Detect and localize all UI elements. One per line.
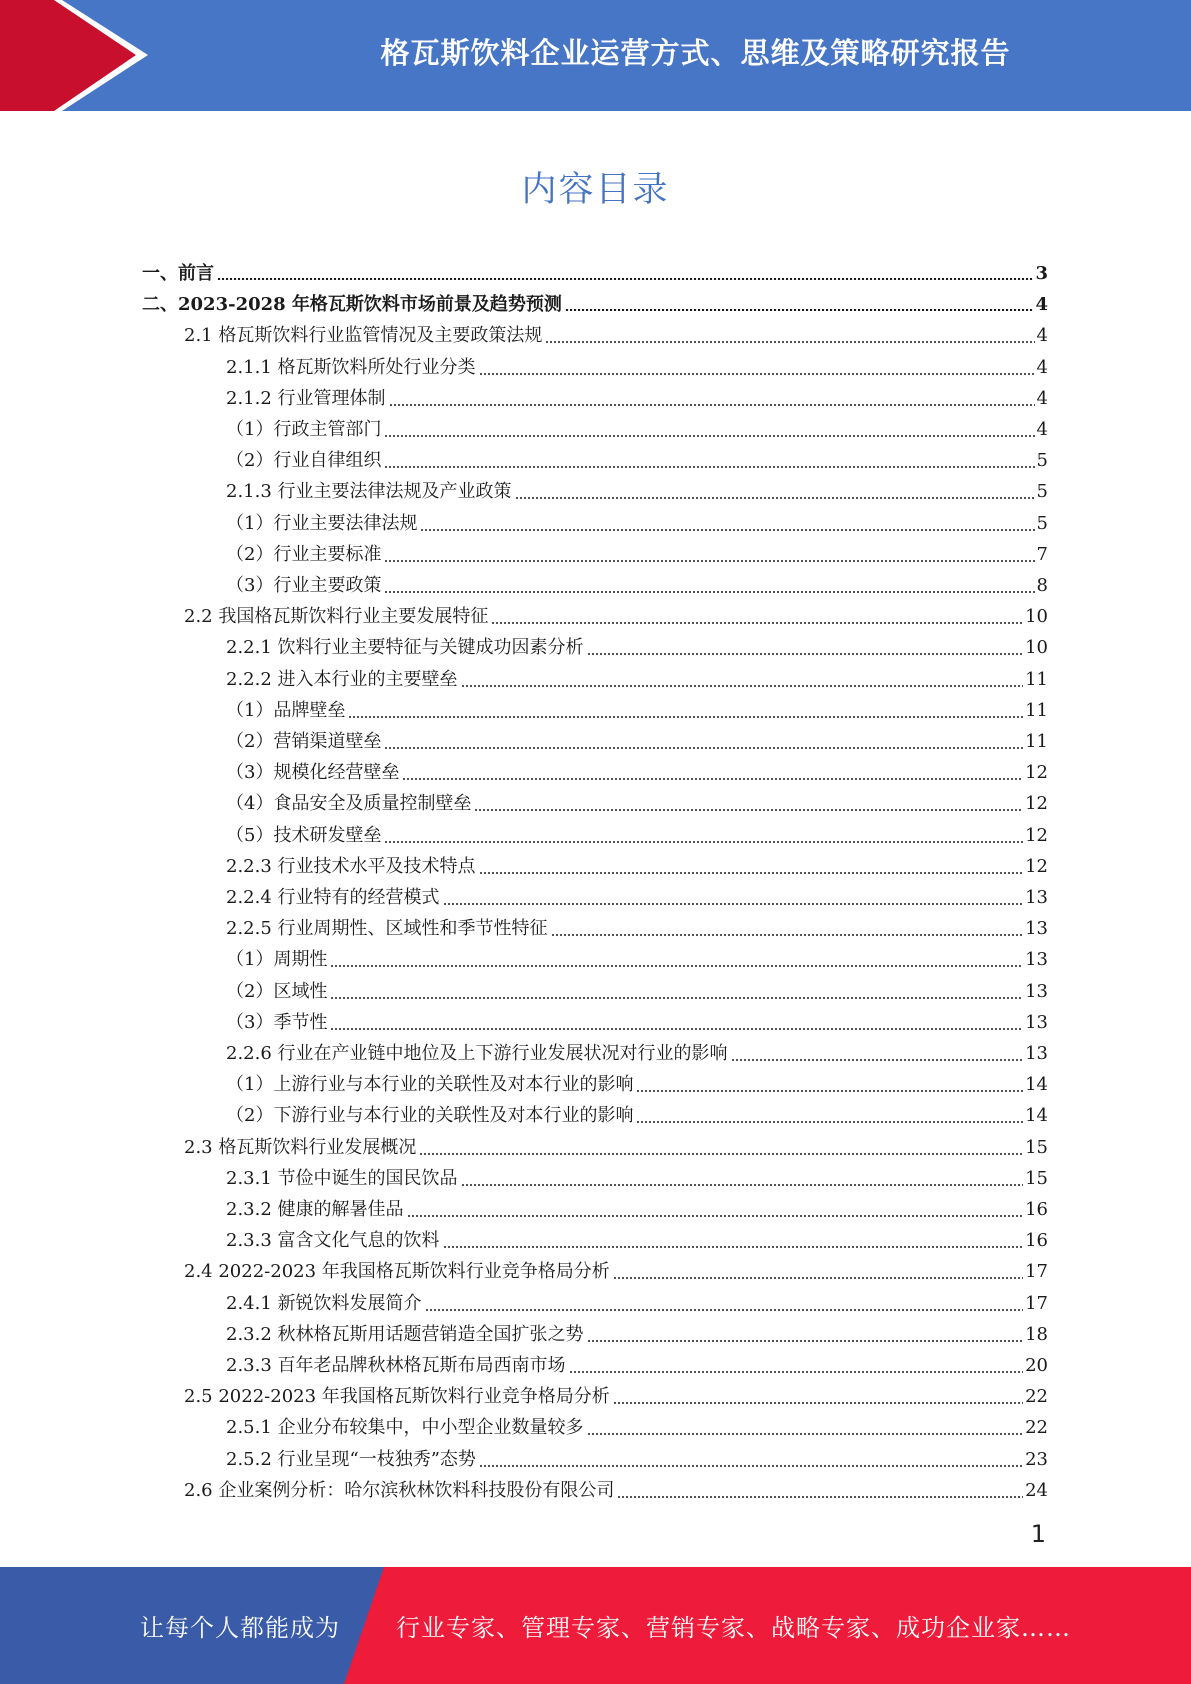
toc-dot-leader xyxy=(384,841,1023,843)
toc-entry[interactable] xyxy=(226,504,1048,535)
toc-entry-label: 2.3.3 百年老品牌秋林格瓦斯布局西南市场 xyxy=(226,1355,566,1376)
toc-entry[interactable] xyxy=(226,1003,1048,1034)
toc-entry-page: 13 xyxy=(1025,918,1048,939)
toc-dot-leader xyxy=(545,341,1034,343)
toc-entry-label: （3）季节性 xyxy=(226,1012,328,1033)
toc-entry-page: 22 xyxy=(1025,1386,1048,1407)
toc-entry[interactable] xyxy=(184,1252,1048,1283)
toc-entry-page: 13 xyxy=(1025,981,1048,1002)
toc-entry-page: 20 xyxy=(1025,1355,1048,1376)
toc-entry-label: 二、2023-2028 年格瓦斯饮料市场前景及趋势预测 xyxy=(142,294,562,315)
footer-slogan-right: 行业专家、管理专家、营销专家、战略专家、成功企业家…… xyxy=(396,1614,1071,1642)
toc-entry-page: 18 xyxy=(1025,1324,1048,1345)
toc-entry-page: 10 xyxy=(1025,606,1048,627)
toc-entry-page: 12 xyxy=(1025,793,1048,814)
toc-entry-label: 2.1.2 行业管理体制 xyxy=(226,388,386,409)
toc-entry-label: 2.2.3 行业技术水平及技术特点 xyxy=(226,856,476,877)
toc-entry-label: 2.4 2022-2023 年我国格瓦斯饮料行业竞争格局分析 xyxy=(184,1261,610,1282)
toc-entry-label: 2.5.1 企业分布较集中，中小型企业数量较多 xyxy=(226,1417,584,1438)
toc-dot-leader xyxy=(491,622,1023,624)
footer-slogan-left: 让每个人都能成为 xyxy=(140,1614,340,1642)
toc-dot-leader xyxy=(613,1402,1023,1404)
toc-entry[interactable] xyxy=(226,909,1048,940)
toc-dot-leader xyxy=(731,1059,1024,1061)
toc-entry-label: （1）上游行业与本行业的关联性及对本行业的影响 xyxy=(226,1074,634,1095)
toc-dot-leader xyxy=(636,1090,1023,1092)
toc-dot-leader xyxy=(407,1215,1024,1217)
toc-entry-page: 11 xyxy=(1025,669,1048,690)
toc-entry-label: （4）食品安全及质量控制壁垒 xyxy=(226,793,472,814)
toc-dot-leader xyxy=(384,560,1034,562)
toc-entry-label: 2.3.2 秋林格瓦斯用话题营销造全国扩张之势 xyxy=(226,1324,584,1345)
toc-dot-leader xyxy=(348,716,1023,718)
toc-entry-label: （1）品牌壁垒 xyxy=(226,700,346,721)
toc-entry[interactable] xyxy=(226,1284,1048,1315)
toc-entry[interactable] xyxy=(226,379,1048,410)
toc-entry[interactable] xyxy=(184,316,1048,347)
toc-entry-page: 5 xyxy=(1036,513,1048,534)
toc-entry[interactable] xyxy=(226,784,1048,815)
toc-entry-label: （1）行业主要法律法规 xyxy=(226,513,418,534)
toc-entry[interactable] xyxy=(184,1471,1048,1502)
toc-dot-leader xyxy=(384,466,1034,468)
toc-dot-leader xyxy=(330,1028,1023,1030)
toc-entry[interactable] xyxy=(184,1377,1048,1408)
toc-entry-label: 2.2.1 饮料行业主要特征与关键成功因素分析 xyxy=(226,637,584,658)
toc-dot-leader xyxy=(479,373,1035,375)
toc-entry-page: 16 xyxy=(1025,1199,1048,1220)
toc-entry-label: 2.3 格瓦斯饮料行业发展概况 xyxy=(184,1137,417,1158)
toc-entry-label: 2.2.2 进入本行业的主要壁垒 xyxy=(226,669,458,690)
toc-dot-leader xyxy=(461,1184,1024,1186)
toc-entry-page: 8 xyxy=(1036,575,1048,596)
toc-dot-leader xyxy=(587,1433,1024,1435)
toc-dot-leader xyxy=(565,309,1034,312)
toc-dot-leader xyxy=(443,1246,1024,1248)
toc-entry[interactable] xyxy=(226,441,1048,472)
toc-entry[interactable] xyxy=(226,972,1048,1003)
toc-entry-page: 13 xyxy=(1025,887,1048,908)
toc-dot-leader xyxy=(461,685,1024,687)
toc-entry-label: （5）技术研发壁垒 xyxy=(226,825,382,846)
toc-entry[interactable] xyxy=(226,1096,1048,1127)
toc-dot-leader xyxy=(636,1121,1023,1123)
toc-entry[interactable] xyxy=(226,1034,1048,1065)
toc-entry-label: （3）行业主要政策 xyxy=(226,575,382,596)
toc-entry-page: 11 xyxy=(1025,700,1048,721)
toc-dot-leader xyxy=(613,1277,1023,1279)
toc-entry-label: （2）下游行业与本行业的关联性及对本行业的影响 xyxy=(226,1105,634,1126)
toc-entry-page: 13 xyxy=(1025,1043,1048,1064)
toc-entry-page: 13 xyxy=(1025,949,1048,970)
toc-entry-page: 10 xyxy=(1025,637,1048,658)
toc-dot-leader xyxy=(419,1153,1023,1155)
toc-entry-label: （2）行业自律组织 xyxy=(226,450,382,471)
toc-dot-leader xyxy=(515,497,1035,499)
toc-entry-label: （1）行政主管部门 xyxy=(226,419,382,440)
toc-dot-leader xyxy=(389,404,1035,406)
toc-dot-leader xyxy=(420,529,1034,531)
toc-entry[interactable] xyxy=(226,940,1048,971)
toc-entry-page: 13 xyxy=(1025,1012,1048,1033)
toc-entry-page: 17 xyxy=(1025,1293,1048,1314)
toc-entry[interactable] xyxy=(226,847,1048,878)
toc-entry[interactable] xyxy=(142,285,1048,316)
toc-dot-leader xyxy=(587,653,1024,655)
toc-entry-label: 一、前言 xyxy=(142,263,214,284)
toc-entry-label: （2）行业主要标准 xyxy=(226,544,382,565)
toc-entry[interactable] xyxy=(226,348,1048,379)
toc-entry[interactable] xyxy=(226,628,1048,659)
toc-dot-leader xyxy=(551,934,1024,936)
toc-entry-label: 2.4.1 新锐饮料发展简介 xyxy=(226,1293,422,1314)
toc-entry-label: 2.5 2022-2023 年我国格瓦斯饮料行业竞争格局分析 xyxy=(184,1386,610,1407)
toc-entry-page: 17 xyxy=(1025,1261,1048,1282)
toc-dot-leader xyxy=(617,1496,1023,1498)
toc-entry-label: 2.2 我国格瓦斯饮料行业主要发展特征 xyxy=(184,606,489,627)
toc-entry[interactable] xyxy=(226,1408,1048,1439)
toc-heading: 内容目录 xyxy=(521,170,670,210)
toc-entry[interactable] xyxy=(184,1128,1048,1159)
toc-entry-page: 15 xyxy=(1025,1168,1048,1189)
toc-entry[interactable] xyxy=(184,597,1048,628)
toc-entry-label: 2.3.2 健康的解暑佳品 xyxy=(226,1199,404,1220)
toc-entry-page: 12 xyxy=(1025,856,1048,877)
toc-entry-page: 4 xyxy=(1036,388,1048,409)
toc-dot-leader xyxy=(425,1309,1024,1311)
toc-entry-page: 22 xyxy=(1025,1417,1048,1438)
header-banner xyxy=(0,0,1191,111)
toc-dot-leader xyxy=(330,997,1023,999)
toc-entry[interactable] xyxy=(226,1190,1048,1221)
toc-entry[interactable] xyxy=(226,1315,1048,1346)
toc-entry-page: 12 xyxy=(1025,825,1048,846)
toc-dot-leader xyxy=(402,778,1023,780)
toc-entry[interactable] xyxy=(226,660,1048,691)
toc-dot-leader xyxy=(384,591,1034,593)
toc-entry[interactable] xyxy=(226,1440,1048,1471)
toc-dot-leader xyxy=(569,1371,1024,1373)
toc-entry-label: 2.1.1 格瓦斯饮料所处行业分类 xyxy=(226,357,476,378)
toc-entry-page: 11 xyxy=(1025,731,1048,752)
toc-entry-page: 15 xyxy=(1025,1137,1048,1158)
toc-dot-leader xyxy=(384,435,1034,437)
toc-entry-page: 5 xyxy=(1036,450,1048,471)
toc-entry-label: 2.2.5 行业周期性、区域性和季节性特征 xyxy=(226,918,548,939)
toc-dot-leader xyxy=(217,278,1033,281)
toc-entry[interactable] xyxy=(226,1159,1048,1190)
toc-entry-page: 12 xyxy=(1025,762,1048,783)
toc-entry[interactable] xyxy=(226,566,1048,597)
toc-entry-page: 14 xyxy=(1025,1074,1048,1095)
toc-entry-label: 2.3.1 节俭中诞生的国民饮品 xyxy=(226,1168,458,1189)
report-title: 格瓦斯饮料企业运营方式、思维及策略研究报告 xyxy=(380,35,1011,70)
footer-banner xyxy=(0,1567,1191,1684)
toc-dot-leader xyxy=(587,1340,1024,1342)
toc-entry-label: （2）区域性 xyxy=(226,981,328,1002)
toc-entry-page: 7 xyxy=(1036,544,1048,565)
toc-entry[interactable] xyxy=(226,691,1048,722)
toc-entry[interactable] xyxy=(226,410,1048,441)
toc-dot-leader xyxy=(384,747,1023,749)
toc-entry-page: 16 xyxy=(1025,1230,1048,1251)
toc-entry[interactable] xyxy=(226,1065,1048,1096)
toc-entry[interactable] xyxy=(226,722,1048,753)
toc-entry-label: 2.2.6 行业在产业链中地位及上下游行业发展状况对行业的影响 xyxy=(226,1043,728,1064)
toc-entry-page: 14 xyxy=(1025,1105,1048,1126)
toc-dot-leader xyxy=(479,872,1024,874)
toc-entry-label: 2.3.3 富含文化气息的饮料 xyxy=(226,1230,440,1251)
toc-dot-leader xyxy=(443,903,1024,905)
toc-entry-label: （2）营销渠道壁垒 xyxy=(226,731,382,752)
toc-entry-page: 4 xyxy=(1035,294,1048,315)
toc-entry-page: 4 xyxy=(1036,325,1048,346)
toc-entry[interactable] xyxy=(226,1221,1048,1252)
toc-entry-label: 2.2.4 行业特有的经营模式 xyxy=(226,887,440,908)
page-number: 1 xyxy=(1030,1520,1046,1548)
toc-entry[interactable] xyxy=(226,753,1048,784)
toc-dot-leader xyxy=(330,965,1023,967)
toc-entry-label: （1）周期性 xyxy=(226,949,328,970)
toc-entry[interactable] xyxy=(226,472,1048,503)
toc-entry-page: 3 xyxy=(1035,263,1048,284)
toc-dot-leader xyxy=(474,809,1023,811)
toc-entry-page: 23 xyxy=(1025,1449,1048,1470)
toc-entry-label: 2.5.2 行业呈现“一枝独秀”态势 xyxy=(226,1449,476,1470)
toc-entry-label: 2.6 企业案例分析：哈尔滨秋林饮料科技股份有限公司 xyxy=(184,1480,615,1501)
toc-entry[interactable] xyxy=(226,878,1048,909)
toc-entry-page: 5 xyxy=(1036,481,1048,502)
toc-entry-page: 4 xyxy=(1036,357,1048,378)
toc-entry[interactable] xyxy=(226,535,1048,566)
toc-dot-leader xyxy=(479,1465,1023,1467)
toc-entry[interactable] xyxy=(226,1346,1048,1377)
toc-entry-label: 2.1.3 行业主要法律法规及产业政策 xyxy=(226,481,512,502)
toc-entry-page: 4 xyxy=(1036,419,1048,440)
toc-entry[interactable] xyxy=(142,254,1048,285)
toc-entry-label: 2.1 格瓦斯饮料行业监管情况及主要政策法规 xyxy=(184,325,543,346)
toc-entry[interactable] xyxy=(226,816,1048,847)
toc-entry-label: （3）规模化经营壁垒 xyxy=(226,762,400,783)
toc-entry-page: 24 xyxy=(1025,1480,1048,1501)
